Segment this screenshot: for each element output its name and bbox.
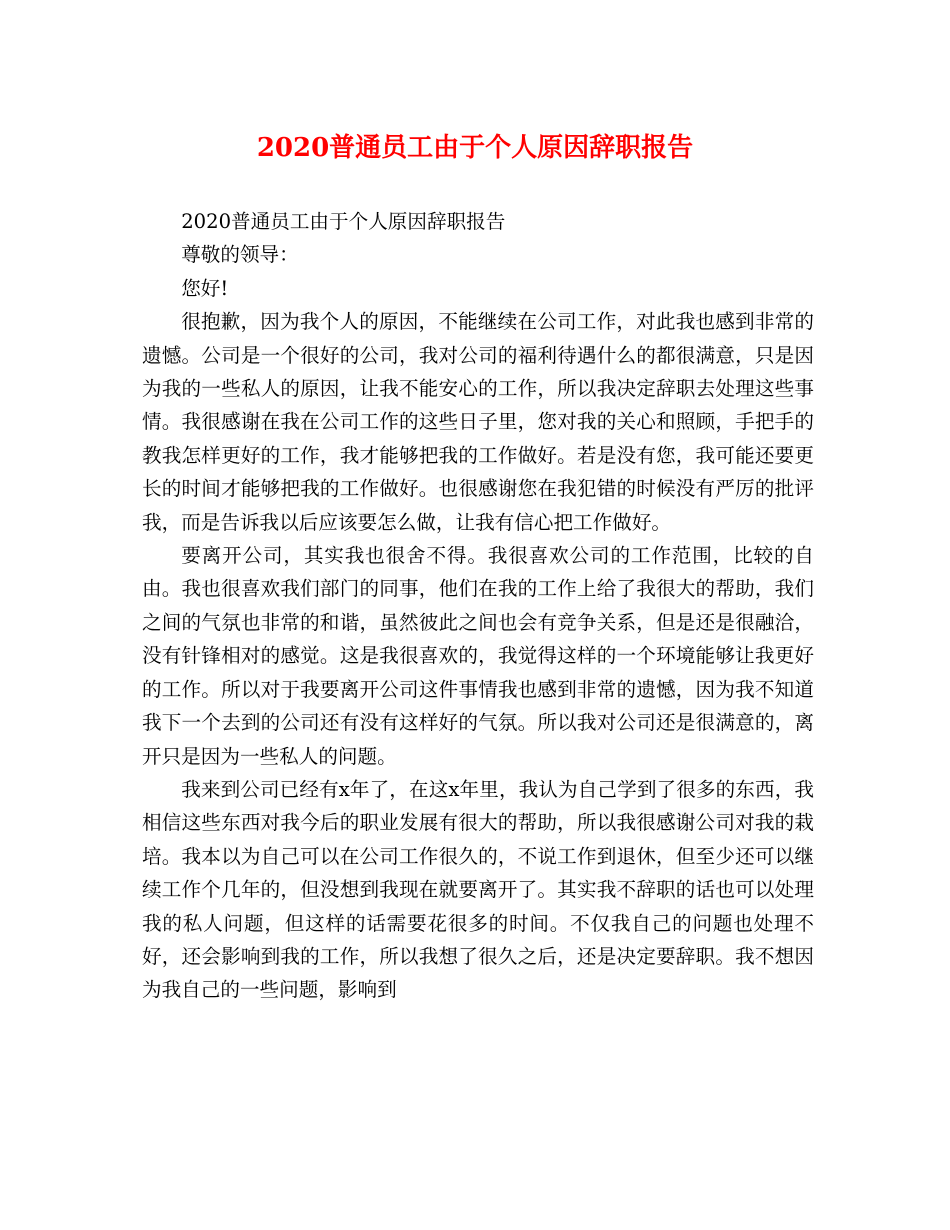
heading-line: 2020普通员工由于个人原因辞职报告 <box>181 210 506 233</box>
document-body <box>142 205 814 1007</box>
salutation: 尊敬的领导： <box>181 243 299 267</box>
body-paragraph-3: 我来到公司已经有x年了，在这x年里，我认为自己学到了很多的东西，我相信这些东西对我今后的职业发展有很大的帮助，所以我很感谢公司对我的栽培。我本以为自己可以在公司工作很久的，不说工作到退休，但至少还可以继续工作个几年的，但没想到我现在就要离开了。其实我不辞职的话也可以处理我的私人问题，但这样的话需要花很多的时间。不仅我自己的问题也处理不好，还会影响到我的工作，所以我想了很久之后，还是决定要辞职。我不想因为我自己的一些问题，影响到 <box>142 777 814 1002</box>
body-paragraph-1: 很抱歉，因为我个人的原因，不能继续在公司工作，对此我也感到非常的遗憾。公司是一个很好的公司，我对公司的福利待遇什么的都很满意，只是因为我的一些私人的原因，让我不能安心的工作，所以我决定辞职去处理这些事情。我很感谢在我在公司工作的这些日子里，您对我的关心和照顾，手把手的教我怎样更好的工作，我才能够把我的工作做好。若是没有您，我可能还要更长的时间才能够把我的工作做好。也很感谢您在我犯错的时候没有严厉的批评我，而是告诉我以后应该要怎么做，让我有信心把工作做好。 <box>142 310 814 534</box>
greeting: 您好! <box>181 276 229 300</box>
body-paragraph-2: 要离开公司，其实我也很舍不得。我很喜欢公司的工作范围，比较的自由。我也很喜欢我们部门的同事，他们在我的工作上给了我很大的帮助，我们之间的气氛也非常的和谐，虽然彼此之间也会有竞争关系，但是还是很融洽，没有针锋相对的感觉。这是我很喜欢的，我觉得这样的一个环境能够让我更好的工作。所以对于我要离开公司这件事情我也感到非常的遗憾，因为我不知道我下一个去到的公司还有没有这样好的气氛。所以我对公司还是很满意的，离开只是因为一些私人的问题。 <box>142 544 814 768</box>
document-title: 2020普通员工由于个人原因辞职报告 <box>256 133 694 163</box>
